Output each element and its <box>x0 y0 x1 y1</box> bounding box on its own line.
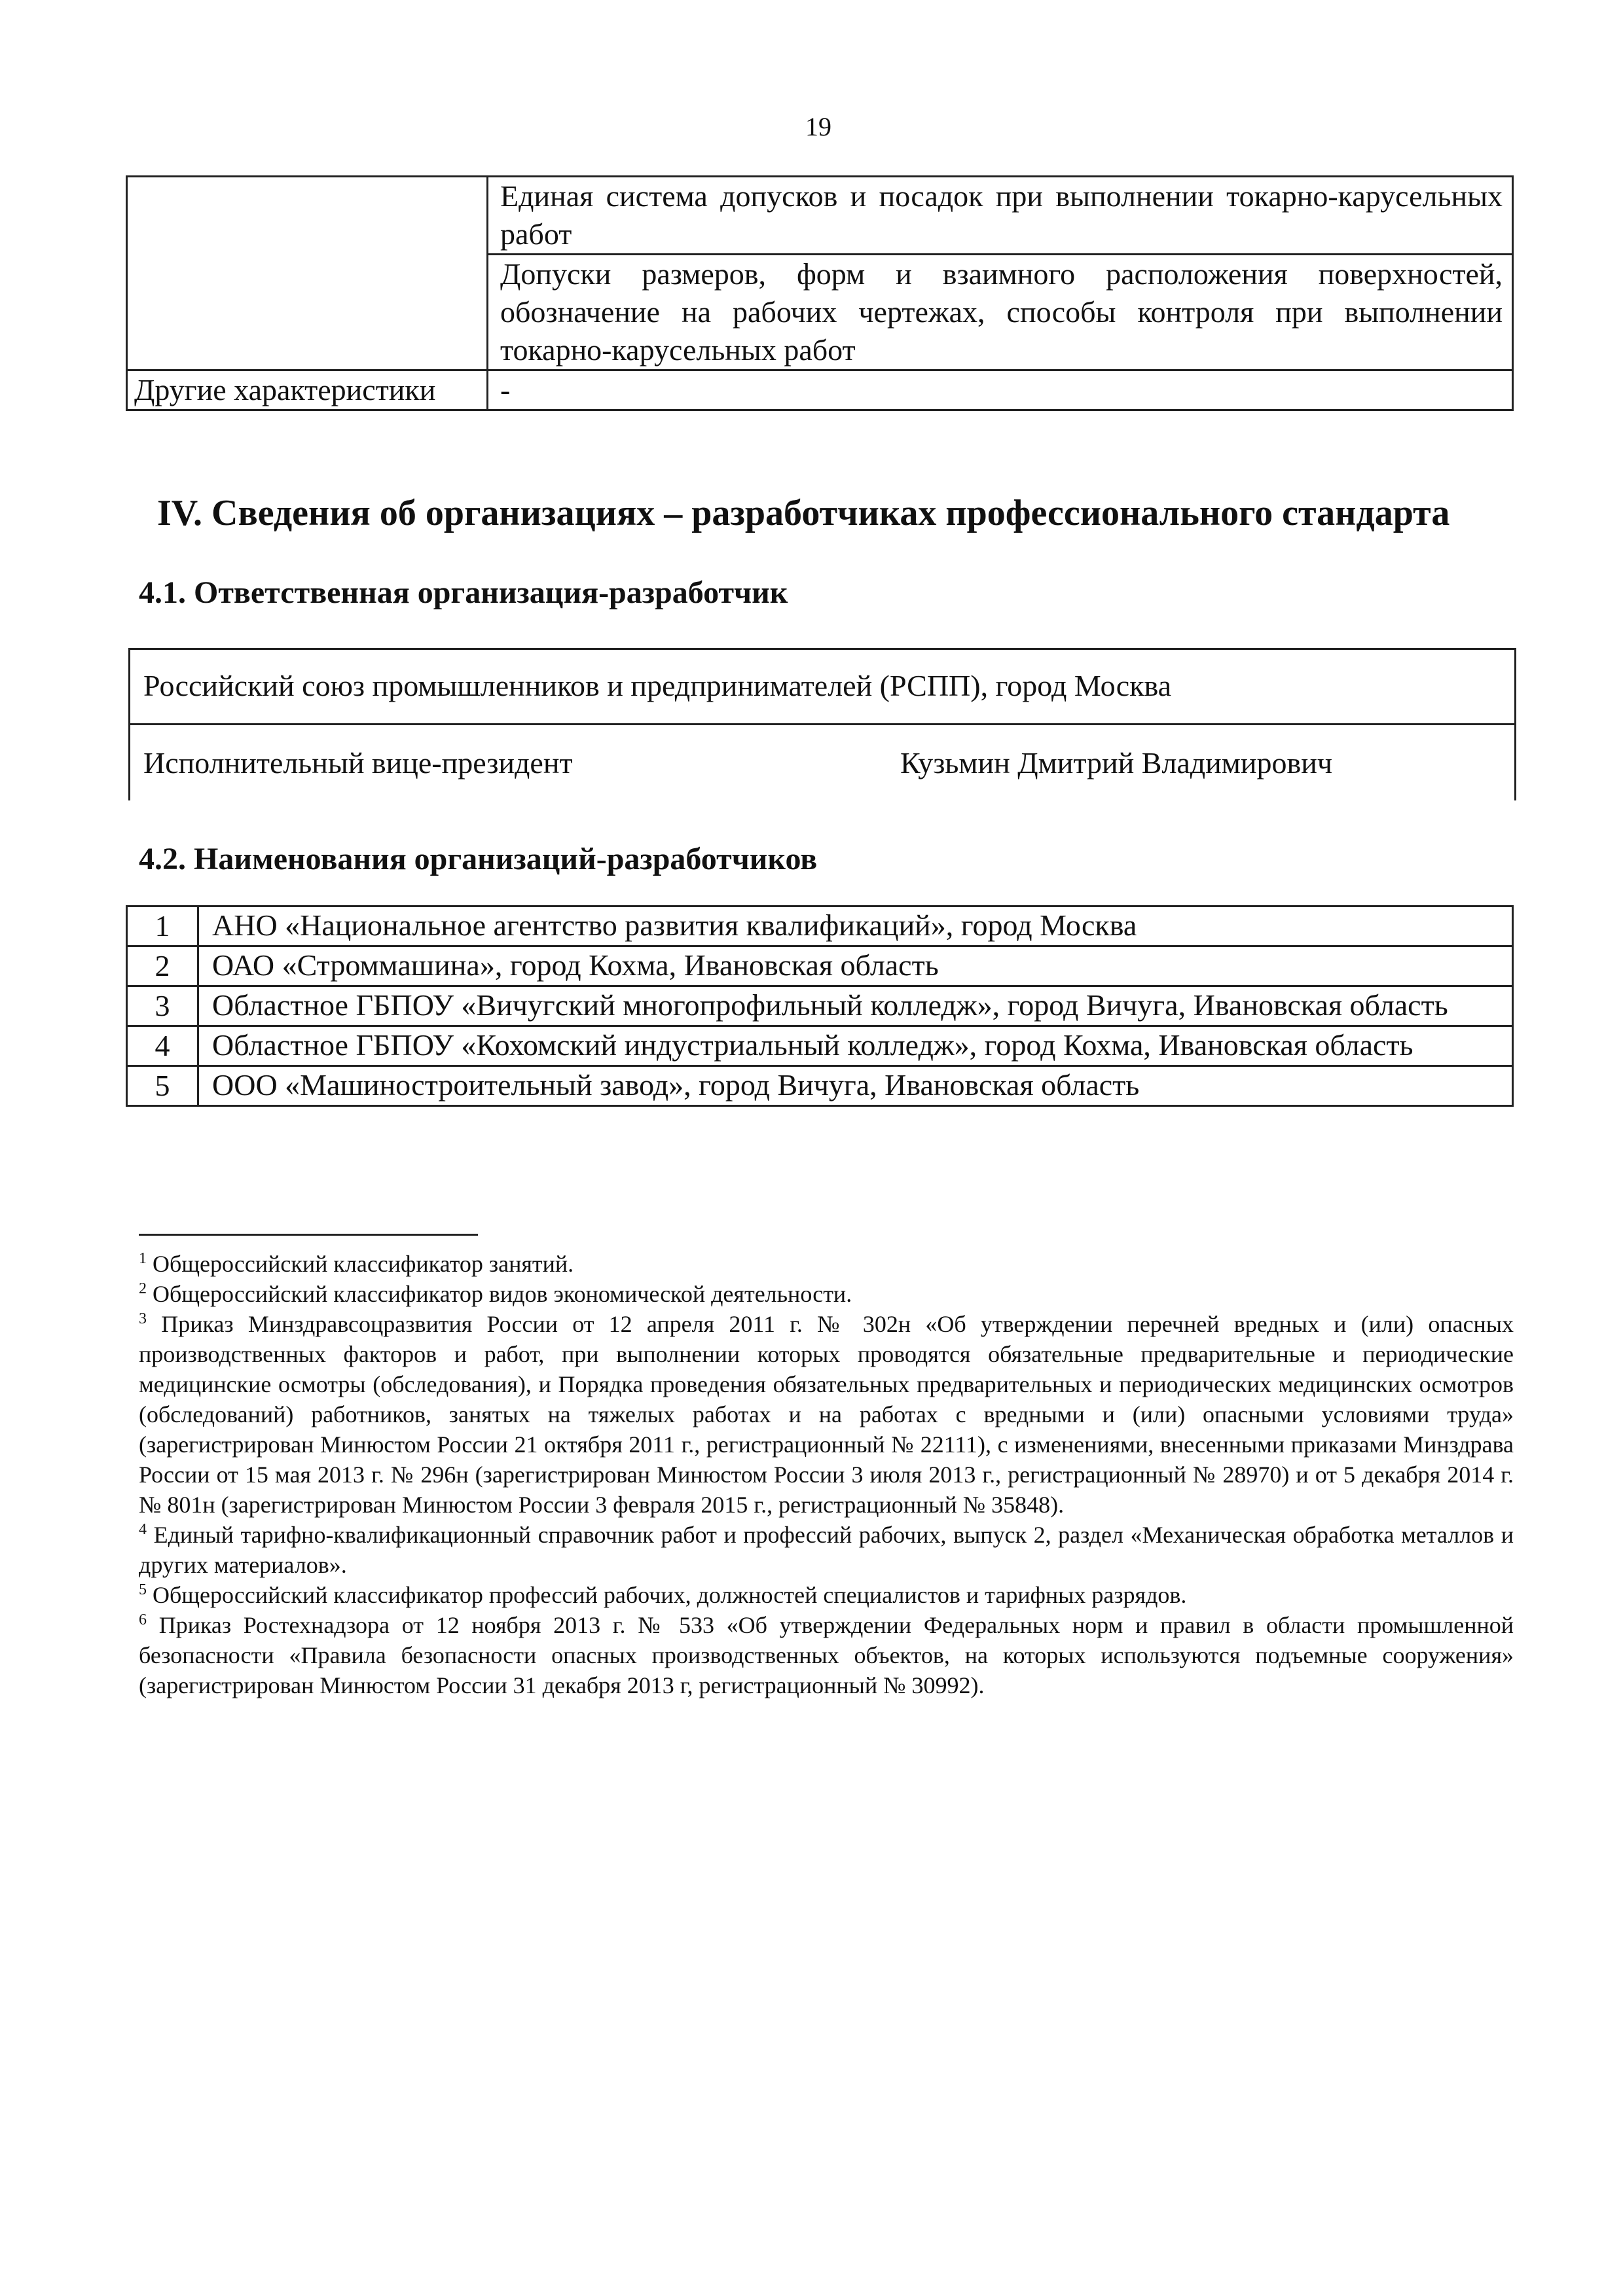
footnote-separator <box>139 1234 478 1236</box>
table-cell: Единая система допусков и посадок при выполнении токарно-карусельных работ <box>488 177 1513 255</box>
characteristics-table <box>126 175 1514 411</box>
table-row <box>127 906 1513 946</box>
row-number: 4 <box>127 1026 198 1066</box>
footnote <box>139 1580 1514 1610</box>
developer-name: Областное ГБПОУ «Кохомский индустриальный колледж», город Кохма, Ивановская область <box>198 1026 1513 1066</box>
footnote-text: Приказ Ростехнадзора от 12 ноября 2013 г. № 533 «Об утверждении Федеральных норм и правил в области промышленной безопасности «Правила безопасности опасных производственных объектов, на которых используются подъемные сооружения» (зарегистрирован Минюстом России 31 декабря 2013 г, регистрационный № 30992). <box>139 1612 1514 1698</box>
footnote-number: 1 <box>139 1250 147 1267</box>
footnote-number: 5 <box>139 1581 147 1598</box>
responsible-org-box <box>128 648 1516 800</box>
table-row <box>127 946 1513 986</box>
row-number: 3 <box>127 986 198 1026</box>
footnote-text: Общероссийский классификатор видов экономической деятельности. <box>153 1281 852 1307</box>
footnote <box>139 1249 1514 1279</box>
developer-name: АНО «Национальное агентство развития квалификаций», город Москва <box>198 906 1513 946</box>
footnote-number: 6 <box>139 1611 147 1628</box>
footnote-text: Общероссийский классификатор занятий. <box>153 1251 574 1277</box>
table-cell: Допуски размеров, форм и взаимного расположения поверхностей, обозначение на рабочих чертежах, способы контроля при выполнении токарно-карусельных работ <box>488 255 1513 370</box>
developer-name: ООО «Машиностроительный завод», город Вичуга, Ивановская область <box>198 1066 1513 1106</box>
table-row <box>127 1066 1513 1106</box>
footnote <box>139 1309 1514 1520</box>
developers-heading: 4.2. Наименования организаций-разработчиков <box>139 842 818 876</box>
row-number: 2 <box>127 946 198 986</box>
footnote-text: Общероссийский классификатор профессий рабочих, должностей специалистов и тарифных разрядов. <box>153 1582 1187 1608</box>
table-row <box>127 986 1513 1026</box>
footnote <box>139 1279 1514 1309</box>
footnotes <box>139 1249 1514 1700</box>
section-title: IV. Сведения об организациях – разработчиках профессионального стандарта <box>157 493 1450 533</box>
responsible-org-heading: 4.1. Ответственная организация-разработчик <box>139 575 788 610</box>
developer-name: ОАО «Строммашина», город Кохма, Ивановская область <box>198 946 1513 986</box>
developers-table <box>126 905 1514 1107</box>
row-number: 1 <box>127 906 198 946</box>
footnote-number: 4 <box>139 1521 147 1538</box>
table-cell-empty <box>127 177 488 370</box>
row-number: 5 <box>127 1066 198 1106</box>
footnote <box>139 1520 1514 1580</box>
footnote-text: Единый тарифно-квалификационный справочник работ и профессий рабочих, выпуск 2, раздел «Механическая обработка металлов и других материалов». <box>139 1522 1514 1578</box>
responsible-org-name: Российский союз промышленников и предпринимателей (РСПП), город Москва <box>143 669 1172 702</box>
developer-name: Областное ГБПОУ «Вичугский многопрофильный колледж», город Вичуга, Ивановская область <box>198 986 1513 1026</box>
footnote-text: Приказ Минздравсоцразвития России от 12 апреля 2011 г. № 302н «Об утверждении перечней вредных и (или) опасных производственных факторов и работ, при выполнении которых проводятся обязательные предварительные и периодические медицинские осмотры (обследования), и Порядка проведения обязательных предварительных и периодических медицинских осмотров (обследований) работников, занятых на тяжелых работах и на работах с вредными и (или) опасными условиями труда» (зарегистрирован Минюстом России 21 октября 2011 г., регистрационный № 22111), с изменениями, внесенными приказами Минздрава России от 15 мая 2013 г. № 296н (зарегистрирован Минюстом России 3 июля 2013 г., регистрационный № 28970) и от 5 декабря 2014 г. № 801н (зарегистрирован Минюстом России 3 февраля 2015 г., регистрационный № 35848). <box>139 1311 1514 1518</box>
footnote <box>139 1610 1514 1700</box>
divider <box>130 723 1514 725</box>
footnote-number: 2 <box>139 1280 147 1297</box>
table-row <box>127 370 1513 410</box>
responsible-role: Исполнительный вице-президент <box>143 746 573 780</box>
footnote-number: 3 <box>139 1310 147 1327</box>
table-row <box>127 1026 1513 1066</box>
page-number: 19 <box>805 112 831 141</box>
table-row <box>127 177 1513 255</box>
responsible-person-name: Кузьмин Дмитрий Владимирович <box>900 746 1332 780</box>
other-characteristics-value: - <box>488 370 1513 410</box>
other-characteristics-label: Другие характеристики <box>127 370 488 410</box>
